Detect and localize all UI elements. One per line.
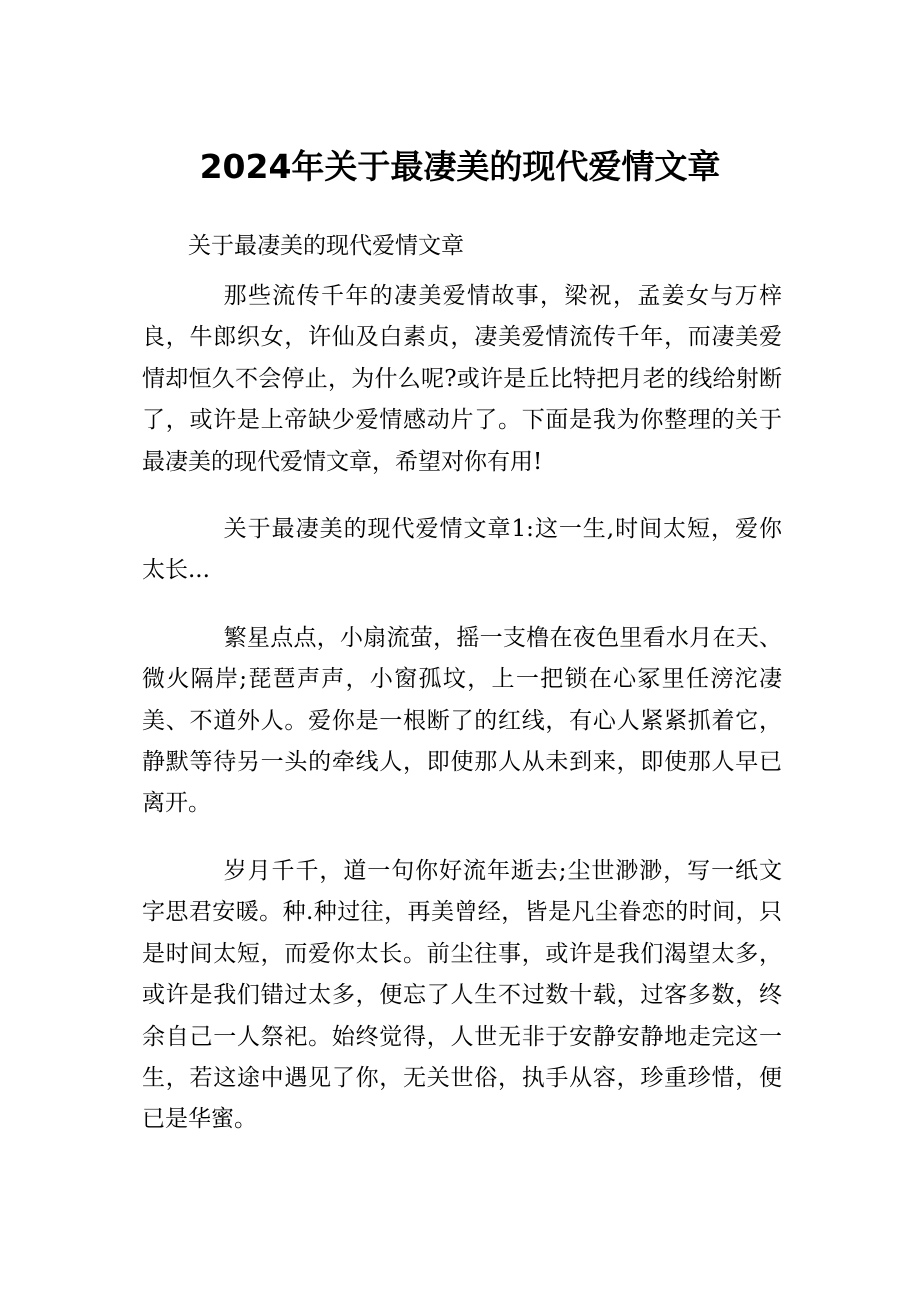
paragraph-stars: 繁星点点，小扇流萤，摇一支橹在夜色里看水月在天、微火隔岸;琵琶声声，小窗孤坟，上一把锁在心冢里任滂沱凄美、不道外人。爱你是一根断了的红线，有心人紧紧抓着它，静默等待另一头的牵线人，即使那人从未到来，即使那人早已离开。	[142, 624, 782, 817]
paragraph-article-heading: 关于最凄美的现代爱情文章1:这一生,时间太短，爱你太长...	[142, 516, 782, 584]
document-subtitle: 关于最凄美的现代爱情文章	[188, 233, 464, 259]
document-body	[142, 276, 782, 1141]
paragraph-years: 岁月千千，道一句你好流年逝去;尘世渺渺，写一纸文字思君安暖。种.种过往，再美曾经，皆是凡尘眷恋的时间，只是时间太短，而爱你太长。前尘往事，或许是我们渴望太多，或许是我们错过太多，便忘了人生不过数十载，过客多数，终余自己一人祭祀。始终觉得，人世无非于安静安静地走完这一生，若这途中遇见了你，无关世俗，执手从容，珍重珍惜，便已是华蜜。	[142, 857, 782, 1133]
page-title: 2024年关于最凄美的现代爱情文章	[199, 147, 721, 186]
paragraph-intro: 那些流传千年的凄美爱情故事，梁祝，孟姜女与万梓良，牛郎织女，许仙及白素贞，凄美爱情流传千年，而凄美爱情却恒久不会停止，为什么呢?或许是丘比特把月老的线给射断了，或许是上帝缺少爱情感动片了。下面是我为你整理的关于最凄美的现代爱情文章，希望对你有用!	[142, 283, 782, 475]
